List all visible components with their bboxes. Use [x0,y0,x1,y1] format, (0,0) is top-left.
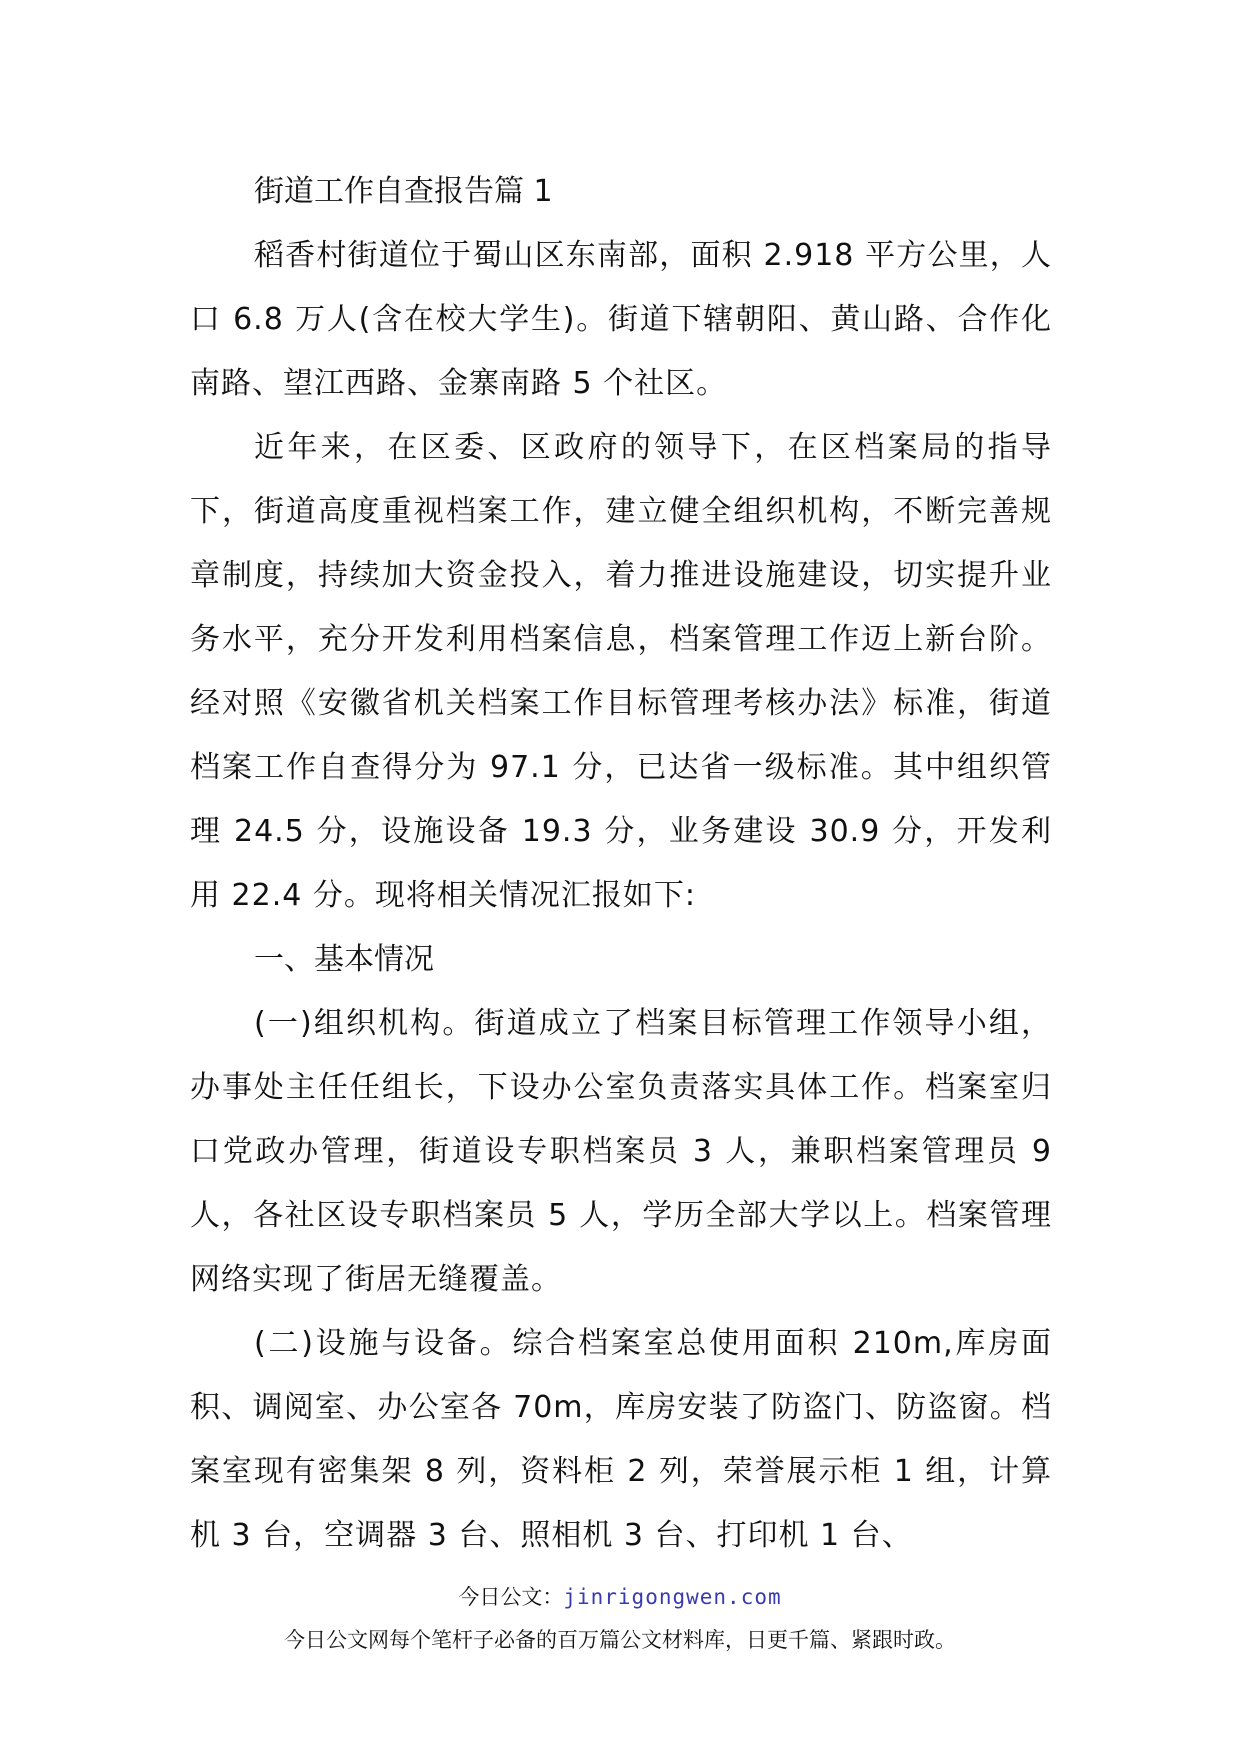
footer-site-label: 今日公文： [458,1585,564,1609]
paragraph-overview: 稻香村街道位于蜀山区东南部，面积 2.918 平方公里，人口 6.8 万人(含在校大学生)。街道下辖朝阳、黄山路、合作化南路、望江西路、金寨南路 5 个社区。 [190,238,1052,401]
footer-slogan: 今日公文网每个笔杆子必备的百万篇公文材料库，日更千篇、紧跟时政。 [284,1628,956,1652]
paragraph-organization: (一)组织机构。街道成立了档案目标管理工作领导小组，办事处主任任组长，下设办公室负责落实具体工作。档案室归口党政办管理，街道设专职档案员 3 人，兼职档案管理员 9 人，各社区设专职档案员 5 人，学历全部大学以上。档案管理网络实现了街居无缝覆盖。 [190,1006,1052,1297]
paragraph-facilities: (二)设施与设备。综合档案室总使用面积 210m,库房面积、调阅室、办公室各 70m，库房安装了防盗门、防盗窗。档案室现有密集架 8 列，资料柜 2 列，荣誉展示柜 1 组，计算机 3 台，空调器 3 台、照相机 3 台、打印机 1 台、 [190,1326,1052,1553]
footer-site-line [0,1583,1240,1611]
document-title: 街道工作自查报告篇 1 [254,174,553,209]
paragraph-summary: 近年来，在区委、区政府的领导下，在区档案局的指导下，街道高度重视档案工作，建立健全组织机构，不断完善规章制度，持续加大资金投入，着力推进设施建设，切实提升业务水平，充分开发利用档案信息，档案管理工作迈上新台阶。经对照《安徽省机关档案工作目标管理考核办法》标准，街道档案工作自查得分为 97.1 分，已达省一级标准。其中组织管理 24.5 分，设施设备 19.3 分，业务建设 30.9 分，开发利用 22.4 分。现将相关情况汇报如下: [190,430,1052,913]
section-heading-basic-situation: 一、基本情况 [254,942,434,977]
footer-site-url[interactable]: jinrigongwen.com [563,1585,782,1609]
document-body [190,160,1052,1568]
